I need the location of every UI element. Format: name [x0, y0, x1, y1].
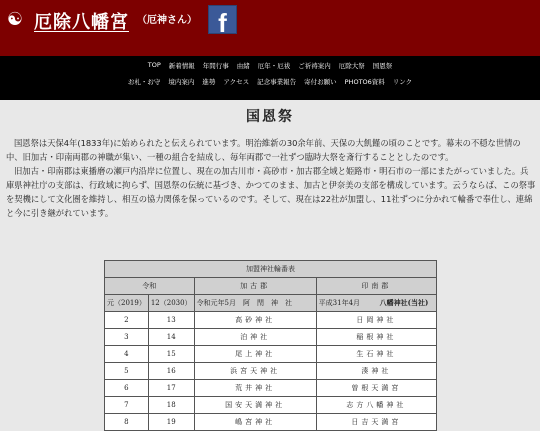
cell-reiwa-2: 19: [148, 414, 194, 431]
cell-reiwa-1: 8: [105, 414, 149, 431]
cell-inami-shrine: 稲根神社: [316, 329, 436, 346]
page-title: 国恩祭: [246, 109, 294, 125]
nav-history[interactable]: 由緒: [236, 62, 250, 70]
cell-reiwa-2: 17: [148, 380, 194, 397]
nav-kokuon-festival[interactable]: 国恩祭: [372, 62, 393, 70]
nav-yakudoshi[interactable]: 厄年・厄祓: [257, 62, 291, 70]
table-row: [105, 414, 437, 431]
header-kako: 加古郡: [194, 278, 316, 295]
cell-reiwa-1: 3: [105, 329, 149, 346]
cell-reiwa-1: 6: [105, 380, 149, 397]
nav-shinsei[interactable]: 進勢: [202, 78, 216, 86]
table-row: [105, 329, 437, 346]
facebook-icon[interactable]: f: [208, 5, 237, 34]
subheader-kako-first: 令和元年5月 阿 閇 神 社: [194, 295, 316, 312]
header-inami: 印南郡: [316, 278, 436, 295]
table-row: [105, 346, 437, 363]
header-reiwa: 令和: [105, 278, 195, 295]
subheader-year-1: 元（2019）: [105, 295, 149, 312]
cell-reiwa-2: 16: [148, 363, 194, 380]
nav-yakuyoke-festival[interactable]: 厄除大祭: [338, 62, 365, 70]
nav-prayer-guide[interactable]: ご祈祷案内: [298, 62, 331, 70]
nav-top[interactable]: TOP: [147, 61, 161, 69]
cell-inami-shrine: 志方八幡神社: [316, 397, 436, 414]
cell-kako-shrine: 国安天満神社: [194, 397, 316, 414]
cell-kako-shrine: 尾上神社: [194, 346, 316, 363]
cell-reiwa-1: 7: [105, 397, 149, 414]
nav-annual-events[interactable]: 年間行事: [202, 62, 229, 70]
nav-memorial-report[interactable]: 記念事業報告: [257, 78, 297, 86]
table-row: [105, 363, 437, 380]
cell-reiwa-2: 15: [148, 346, 194, 363]
subheader-inami-shrine: 八幡神社(当社): [372, 295, 437, 312]
cell-reiwa-2: 14: [148, 329, 194, 346]
cell-reiwa-1: 4: [105, 346, 149, 363]
rotation-table: [104, 260, 437, 431]
cell-inami-shrine: 日岡神社: [316, 312, 436, 329]
cell-inami-shrine: 日吉天満宮: [316, 414, 436, 431]
cell-kako-shrine: 浜宮天神社: [194, 363, 316, 380]
cell-inami-shrine: 曽根天満宮: [316, 380, 436, 397]
cell-inami-shrine: 生石神社: [316, 346, 436, 363]
cell-reiwa-1: 5: [105, 363, 149, 380]
cell-reiwa-1: 2: [105, 312, 149, 329]
paragraph-2: 旧加古・印南郡は東播磨の瀬戸内沿岸に位置し、現在の加古川市・高砂市・加古郡全域と姫路市・明石市の一部にまたがっていました。兵庫県神社庁の支部は、行政域に拘らず、国恩祭の伝統に基づき、かつてのまま、加古と伊奈美の支部を構成しています。云うならば、この祭事を契機にして文化圏を維持し、相互の協力関係を保っているのです。そして、現在は22社が加盟し、11社ずつに分かれて輪番で奉仕し、連綿と今に引き継がれています。: [6, 166, 536, 219]
table-caption: 加盟神社輪番表: [105, 261, 437, 278]
site-subtitle: （厄神さん）: [137, 15, 197, 26]
cell-kako-shrine: 泊神社: [194, 329, 316, 346]
cell-reiwa-2: 18: [148, 397, 194, 414]
cell-reiwa-2: 13: [148, 312, 194, 329]
site-title-link[interactable]: 厄除八幡宮: [34, 12, 129, 33]
article-body: [6, 136, 536, 221]
nav-amulets[interactable]: お札・お守: [127, 78, 161, 86]
cell-kako-shrine: 嶋宮神社: [194, 414, 316, 431]
nav-links[interactable]: リンク: [392, 78, 413, 86]
main-nav: [0, 56, 540, 100]
nav-row-2: [0, 77, 540, 86]
cell-kako-shrine: 高砂神社: [194, 312, 316, 329]
table-row: [105, 397, 437, 414]
nav-donation[interactable]: 寄付お願い: [304, 78, 337, 86]
nav-news[interactable]: 新着情報: [168, 62, 195, 70]
cell-inami-shrine: 湊神社: [316, 363, 436, 380]
cell-kako-shrine: 荒井神社: [194, 380, 316, 397]
nav-row-1: [0, 61, 540, 70]
shrine-crest-icon[interactable]: ☯: [6, 9, 24, 30]
subheader-year-2: 12（2030）: [148, 295, 194, 312]
paragraph-1: 国恩祭は天保4年(1833年)に始められたと伝えられています。明治維新の30余年前、天保の大飢饉の頃のことです。幕末の不穏な世情の中、旧加古・印南両郡の神職が集い、一種の組合を結成し、毎年両郡で一社ずつ臨時大祭を斎行することとしたのです。: [6, 138, 521, 163]
site-header: [0, 0, 540, 56]
table-row: [105, 312, 437, 329]
nav-precinct-guide[interactable]: 境内案内: [168, 78, 195, 86]
table-body: [105, 312, 437, 431]
nav-photo-materials[interactable]: PHOTO6資料: [344, 78, 385, 86]
nav-access[interactable]: アクセス: [223, 78, 250, 86]
table-row: [105, 380, 437, 397]
subheader-inami-date: 平成31年4月: [316, 295, 372, 312]
